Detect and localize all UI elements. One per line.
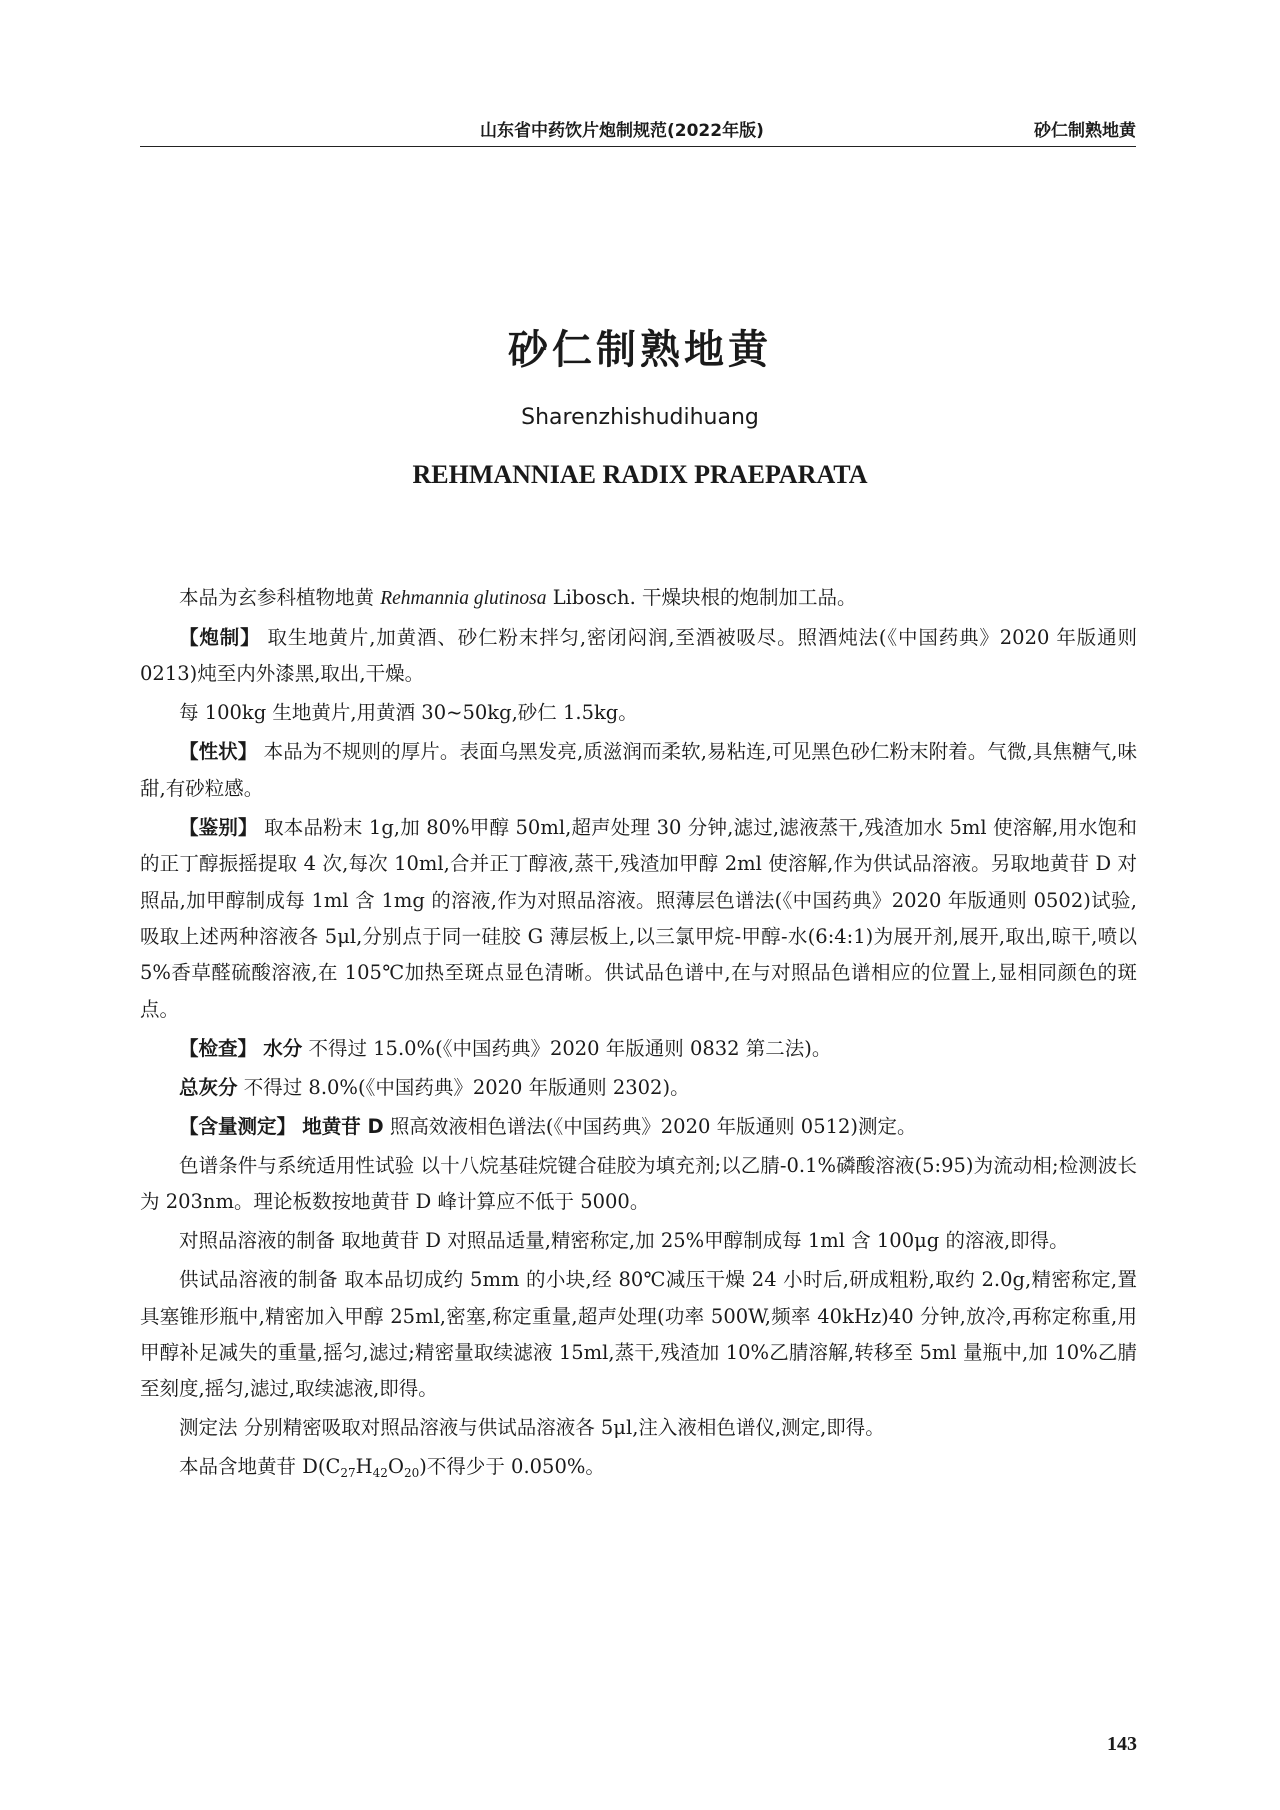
monograph-body (140, 580, 1137, 1494)
species-name: Rehmannia glutinosa (380, 588, 547, 609)
content-requirement: 本品含地黄苷 $D(C_{27}H_{42}O_{20})$不得少于 0.050%。 (179, 1455, 605, 1481)
water-label: 水分 (263, 1036, 303, 1060)
header-rule (140, 146, 1136, 147)
latin-name: REHMANNIAE RADIX PRAEPARATA (412, 460, 868, 489)
processing-section: 【炮制】 取生地黄片,加黄酒、砂仁粉末拌匀,密闭闷润,至酒被吸尽。照酒炖法(《中国药典》2020 年版通则 0213)炖至内外漆黑,取出,干燥。 (140, 626, 1137, 686)
chromatography-conditions: 色谱条件与系统适用性试验 以十八烷基硅烷键合硅胶为填充剂;以乙腈-0.1%磷酸溶液(5:95)为流动相;检测波长为 203nm。理论板数按地黄苷 D 峰计算应不低于 5000。 (140, 1153, 1137, 1214)
processing-amount: 每 100kg 生地黄片,用黄酒 30~50kg,砂仁 1.5kg。 (179, 701, 638, 725)
section-label-assay: 【含量测定】 (179, 1114, 297, 1138)
identification-section: 【鉴别】 取本品粉末 1g,加 80%甲醇 50ml,超声处理 30 分钟,滤过,滤液蒸干,残渣加水 5ml 使溶解,用水饱和的正丁醇振摇提取 4 次,每次 10ml,合并正丁醇液,蒸干,残渣加甲醇 2ml 使溶解,作为供试品溶液。另取地黄苷 D 对照品,加甲醇制成每 1ml 含 1mg 的溶液,作为对照品溶液。照薄层色谱法(《中国药典》2020 年版通则 0502)试验,吸取上述两种溶液各 5μl,分别点于同一硅胶 G 薄层板上,以三氯甲烷-甲醇-水(6:4:1)为展开剂,展开,取出,晾干,喷以 5%香草醛硫酸溶液,在 105℃加热至斑点显色清晰。供试品色谱中,在与对照品色谱相应的位置上,显相同颜色的斑点。 (140, 815, 1137, 1021)
ash-item: 总灰分 不得过 8.0%(《中国药典》2020 年版通则 2302)。 (179, 1075, 690, 1099)
intro-paragraph: 本品为玄参科植物地黄 Rehmannia glutinosa Libosch. 干燥块根的炮制加工品。 (179, 586, 857, 609)
check-section: 【检查】 水分 不得过 15.0%(《中国药典》2020 年版通则 0832 第二法)。 (179, 1036, 832, 1060)
monograph-title: 砂仁制熟地黄 (508, 327, 772, 373)
section-label-character: 【性状】 (179, 740, 258, 764)
running-title: 砂仁制熟地黄 (1034, 121, 1136, 141)
sample-solution: 供试品溶液的制备 取本品切成约 5mm 的小块,经 80℃减压干燥 24 小时后,研成粗粉,取约 2.0g,精密称定,置具塞锥形瓶中,精密加入甲醇 25ml,密塞,称定重量,超声处理(功率 500W,频率 40kHz)40 分钟,放冷,再称定称重,用甲醇补足减失的重量,摇匀,滤过;精密量取续滤液 15ml,蒸干,残渣加 10%乙腈溶解,转移至 5ml 量瓶中,加 10%乙腈至刻度,摇匀,滤过,取续滤液,即得。 (140, 1268, 1137, 1401)
page-number: 143 (1107, 1733, 1137, 1755)
assay-compound: 地黄苷 D (302, 1114, 384, 1138)
pinyin-name: Sharenzhishudihuang (521, 405, 759, 430)
section-label-check: 【检查】 (179, 1036, 258, 1060)
section-label-identification: 【鉴别】 (179, 815, 258, 839)
section-label-processing: 【炮制】 (179, 626, 261, 649)
ash-label: 总灰分 (179, 1075, 238, 1099)
page-header (140, 112, 1136, 144)
book-title: 山东省中药饮片炮制规范(2022年版) (480, 121, 764, 141)
determination-method: 测定法 分别精密吸取对照品溶液与供试品溶液各 5μl,注入液相色谱仪,测定,即得。 (179, 1416, 885, 1440)
reference-solution: 对照品溶液的制备 取地黄苷 D 对照品适量,精密称定,加 25%甲醇制成每 1ml 含 100μg 的溶液,即得。 (179, 1229, 1069, 1253)
assay-section: 【含量测定】 地黄苷 D 照高效液相色谱法(《中国药典》2020 年版通则 0512)测定。 (179, 1114, 917, 1138)
character-section: 【性状】 本品为不规则的厚片。表面乌黑发亮,质滋润而柔软,易粘连,可见黑色砂仁粉末附着。气微,具焦糖气,味甜,有砂粒感。 (140, 740, 1137, 800)
